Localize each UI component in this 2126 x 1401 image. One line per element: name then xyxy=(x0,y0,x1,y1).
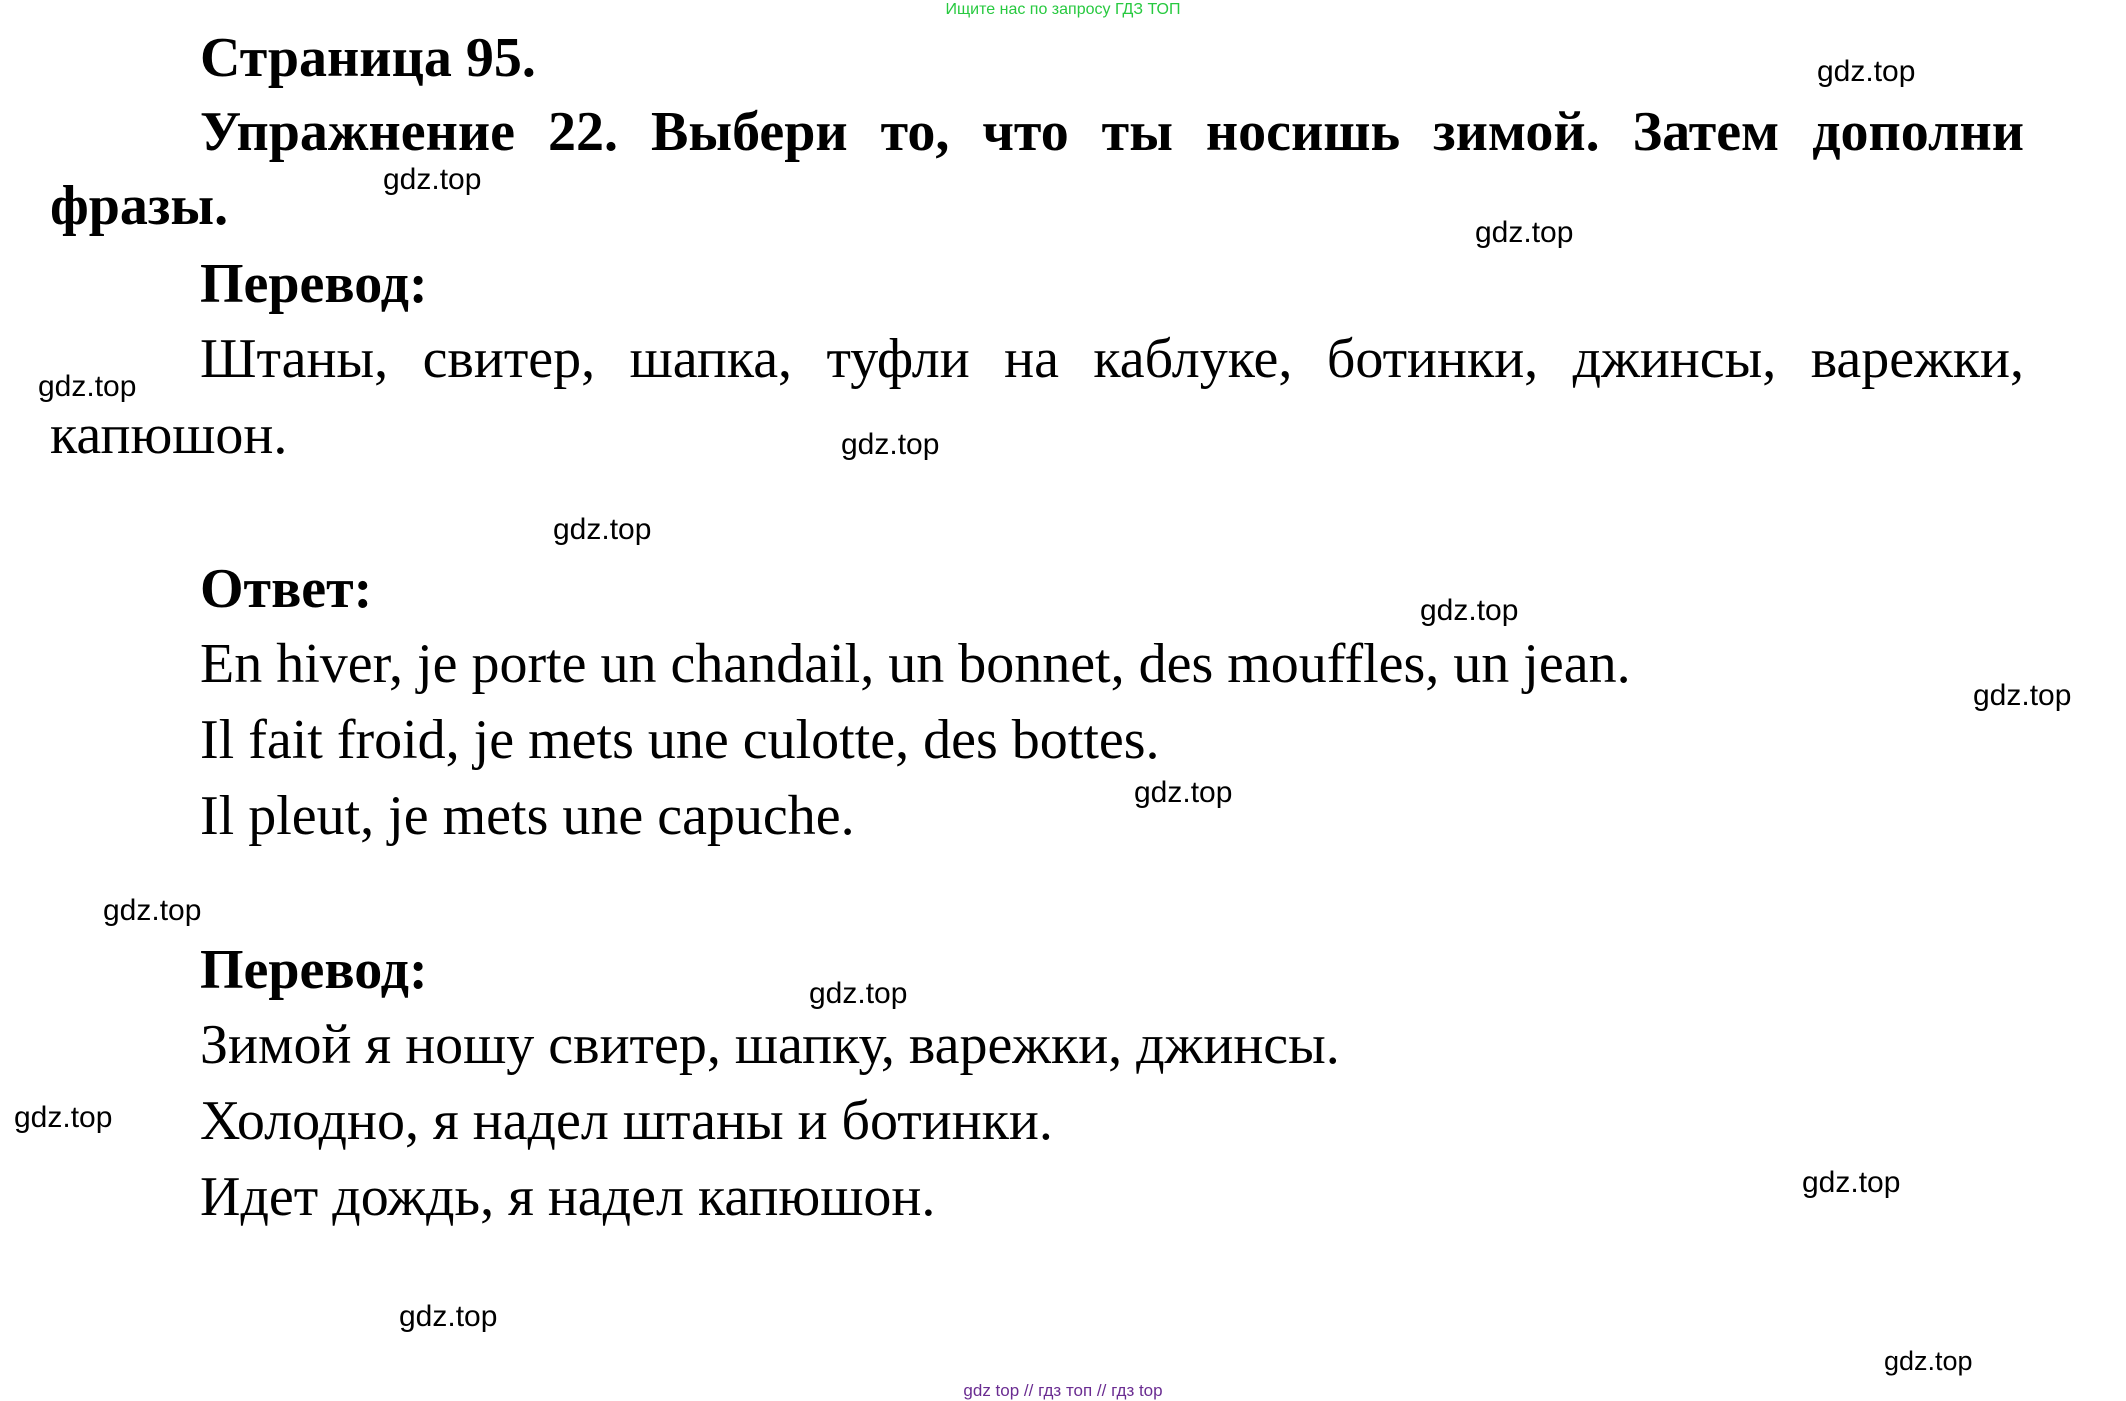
watermark: gdz.top xyxy=(1134,776,1233,809)
answer-heading: Ответ: xyxy=(200,558,373,620)
watermark: gdz.top xyxy=(14,1101,113,1134)
watermark: gdz.top xyxy=(809,977,908,1010)
exercise-heading-line-1: Упражнение 22. Выбери то, что ты носишь зимой. Затем дополни xyxy=(200,101,2024,163)
watermark: gdz.top xyxy=(841,428,940,461)
footer-links[interactable]: gdz top // гдз топ // гдз top xyxy=(963,1381,1163,1400)
watermark: gdz.top xyxy=(1884,1346,1973,1376)
page-title: Страница 95. xyxy=(200,27,536,89)
watermark: gdz.top xyxy=(38,370,137,403)
watermark: gdz.top xyxy=(103,894,202,927)
watermark: gdz.top xyxy=(399,1300,498,1333)
answer-translation-heading: Перевод: xyxy=(200,939,428,1001)
answer-translation-line: Холодно, я надел штаны и ботинки. xyxy=(200,1090,1053,1152)
answer-line: Il pleut, je mets une capuche. xyxy=(200,785,855,847)
answer-line: Il fait froid, je mets une culotte, des bottes. xyxy=(200,709,1160,771)
exercise-heading-line-2: фразы. xyxy=(50,175,229,237)
watermark: gdz.top xyxy=(1973,679,2072,712)
top-banner-link[interactable]: Ищите нас по запросу ГДЗ ТОП xyxy=(945,1,1181,18)
translation-text-line-1: Штаны, свитер, шапка, туфли на каблуке, ботинки, джинсы, варежки, xyxy=(200,328,2024,390)
watermark: gdz.top xyxy=(383,163,482,196)
watermark: gdz.top xyxy=(1802,1166,1901,1199)
answer-translation-line: Зимой я ношу свитер, шапку, варежки, джинсы. xyxy=(200,1014,1340,1076)
translation-text-line-2: капюшон. xyxy=(50,404,288,466)
watermark: gdz.top xyxy=(1817,55,1916,88)
watermark: gdz.top xyxy=(1420,594,1519,627)
answer-translation-line: Идет дождь, я надел капюшон. xyxy=(200,1166,936,1228)
translation-heading: Перевод: xyxy=(200,253,428,315)
answer-line: En hiver, je porte un chandail, un bonnet, des mouffles, un jean. xyxy=(200,633,1631,695)
watermark: gdz.top xyxy=(553,513,652,546)
watermark: gdz.top xyxy=(1475,216,1574,249)
